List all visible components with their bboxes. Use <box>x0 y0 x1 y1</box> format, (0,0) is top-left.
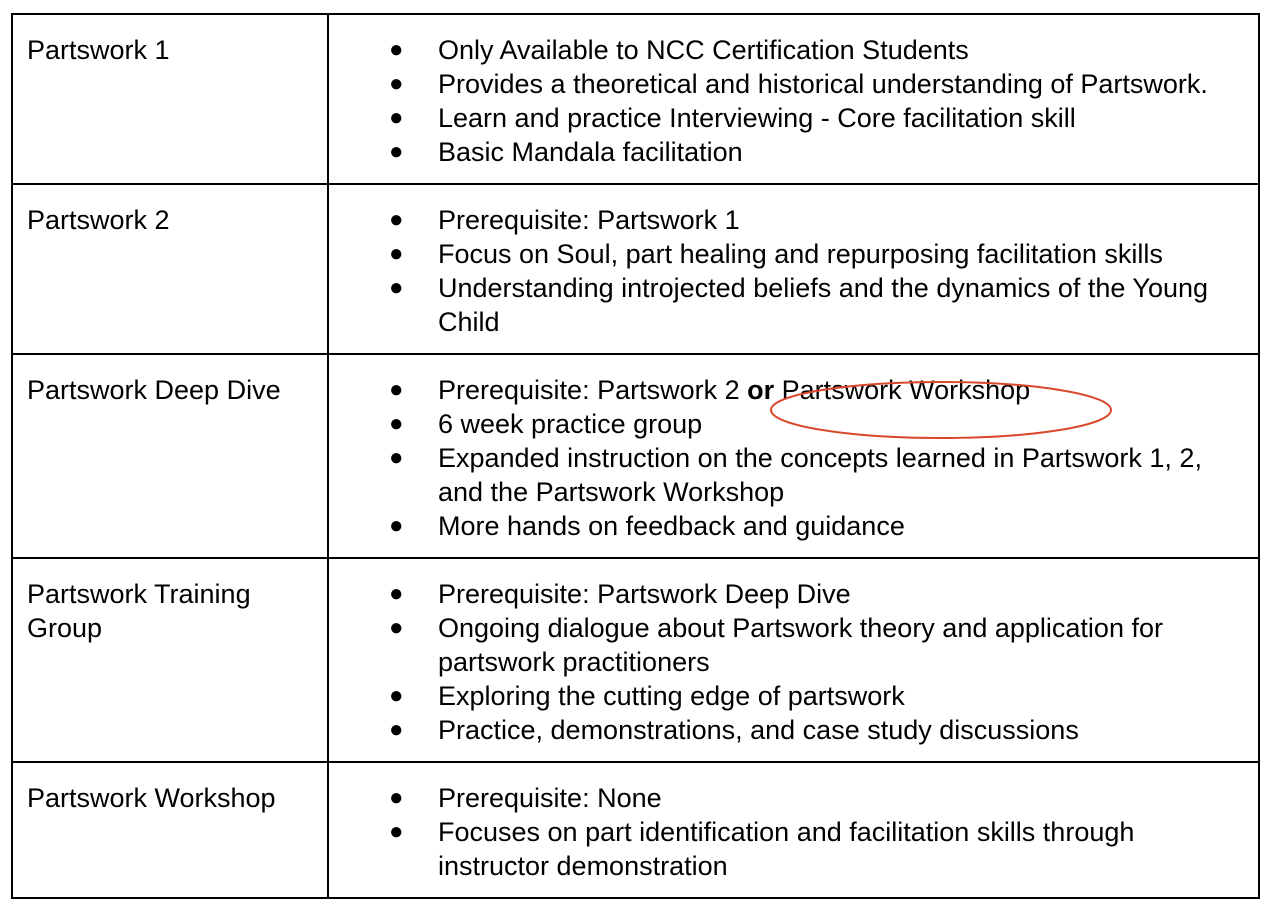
bullet-icon: ● <box>389 138 404 165</box>
course-table <box>11 13 1260 899</box>
table-row <box>12 184 1259 354</box>
course-name-cell <box>12 14 328 184</box>
list-item: ● Prerequisite: Partswork Deep Dive <box>389 579 851 609</box>
bullet-icon: ● <box>389 376 404 403</box>
bullet-list <box>329 33 1248 169</box>
course-name: Partswork 2 <box>27 205 170 235</box>
list-item: ● Ongoing dialogue about Partswork theory and application for partswork practitioners <box>389 613 1163 677</box>
list-item: ● Prerequisite: Partswork 1 <box>389 205 740 235</box>
bullet-icon: ● <box>389 580 404 607</box>
list-item: ● 6 week practice group <box>389 409 703 439</box>
prereq-prefix: Prerequisite: Partswork 2 <box>438 375 748 405</box>
bullet-icon: ● <box>389 716 404 743</box>
bullet-list <box>329 577 1248 747</box>
bullet-icon: ● <box>389 512 404 539</box>
list-item: ● More hands on feedback and guidance <box>389 511 905 541</box>
prereq-or-highlight: or <box>747 375 775 405</box>
bullet-list <box>329 373 1248 543</box>
table-row <box>12 14 1259 184</box>
bullet-icon: ● <box>389 410 404 437</box>
course-name: Partswork Workshop <box>27 783 276 813</box>
list-item: ● Provides a theoretical and historical understanding of Partswork. <box>389 69 1208 99</box>
bullet-icon: ● <box>389 818 404 845</box>
course-name-cell <box>12 558 328 762</box>
table-row <box>12 558 1259 762</box>
bullet-icon: ● <box>389 274 404 301</box>
bullet-icon: ● <box>389 104 404 131</box>
course-name: Partswork Training Group <box>27 579 251 643</box>
bullet-list <box>329 781 1248 883</box>
list-item: ● Learn and practice Interviewing - Core facilitation skill <box>389 103 1076 133</box>
bullet-icon: ● <box>389 36 404 63</box>
list-item: ● Prerequisite: None <box>389 783 662 813</box>
list-item: ● Exploring the cutting edge of partswork <box>389 681 905 711</box>
course-name-cell <box>12 184 328 354</box>
course-name: Partswork Deep Dive <box>27 375 281 405</box>
list-item: ● Focuses on part identification and facilitation skills through instructor demonstration <box>389 817 1135 881</box>
course-name: Partswork 1 <box>27 35 170 65</box>
bullet-icon: ● <box>389 70 404 97</box>
bullet-icon: ● <box>389 682 404 709</box>
course-description-cell <box>328 184 1259 354</box>
list-item: ● Understanding introjected beliefs and the dynamics of the Young Child <box>389 273 1209 337</box>
bullet-icon: ● <box>389 614 404 641</box>
list-item: ● Basic Mandala facilitation <box>389 137 743 167</box>
list-item: ● Expanded instruction on the concepts learned in Partswork 1, 2, and the Partswork Workshop <box>389 443 1202 507</box>
course-description-cell <box>328 558 1259 762</box>
course-description-cell <box>328 354 1259 558</box>
list-item <box>329 373 1248 407</box>
prereq-suffix: Partswork Workshop <box>774 375 1031 405</box>
bullet-icon: ● <box>389 240 404 267</box>
list-item: ● Focus on Soul, part healing and repurposing facilitation skills <box>389 239 1163 269</box>
bullet-list <box>329 203 1248 339</box>
course-name-cell <box>12 354 328 558</box>
bullet-icon: ● <box>389 206 404 233</box>
list-item: ● Only Available to NCC Certification Students <box>389 35 969 65</box>
bullet-icon: ● <box>389 784 404 811</box>
course-description-cell <box>328 762 1259 898</box>
bullet-icon: ● <box>389 444 404 471</box>
list-item: ● Practice, demonstrations, and case study discussions <box>389 715 1079 745</box>
table-row <box>12 354 1259 558</box>
course-name-cell <box>12 762 328 898</box>
table-row <box>12 762 1259 898</box>
course-description-cell <box>328 14 1259 184</box>
